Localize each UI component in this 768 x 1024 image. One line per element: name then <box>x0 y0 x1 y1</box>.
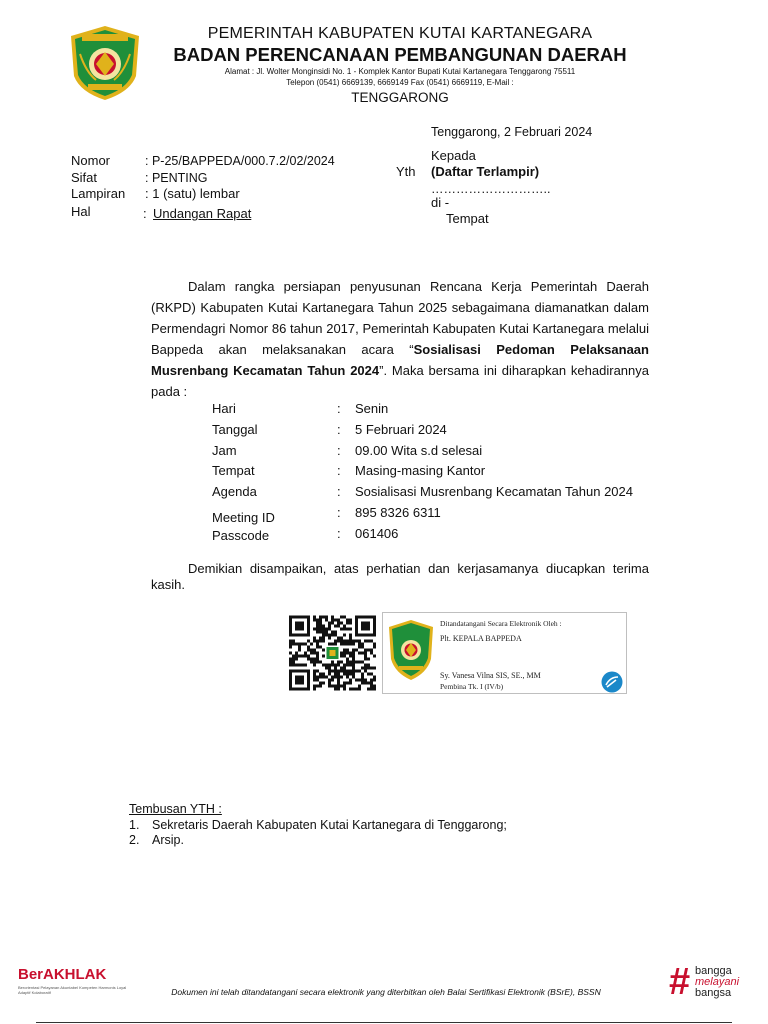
berakhlak-logo <box>18 966 128 1002</box>
detail-colon-meeting-id: : <box>337 505 341 520</box>
closing-paragraph <box>151 561 649 593</box>
footer-note: Dokumen ini telah ditandatangani secara elektronik yang diterbitkan oleh Balai Sertifikasi Elektronik (BSrE), BSSN <box>171 987 601 997</box>
detail-label-agenda: Agenda <box>212 484 257 499</box>
detail-label-passcode: Passcode <box>212 528 270 543</box>
recipient-di: di - <box>431 195 450 210</box>
detail-value-jam: 09.00 Wita s.d selesai <box>355 443 483 458</box>
detail-value-hari: Senin <box>355 401 389 416</box>
logo-word-melayani: melayani <box>695 976 740 988</box>
recipient-kepada: Kepada <box>431 148 476 163</box>
letter-date: Tenggarong, 2 Februari 2024 <box>431 125 593 139</box>
signature-title: Plt. KEPALA BAPPEDA <box>440 634 522 643</box>
detail-label-jam: Jam <box>212 443 237 458</box>
detail-label-tanggal: Tanggal <box>212 422 258 437</box>
cc-item-text: Sekretaris Daerah Kabupaten Kutai Kartanegara di Tenggarong; <box>152 818 507 832</box>
letterhead-city: TENGGARONG <box>351 90 449 105</box>
signature-rank: Pembina Tk. I (IV/b) <box>440 682 504 691</box>
meta-label-hal: Hal <box>71 204 91 219</box>
meta-value-sifat: : PENTING <box>145 171 208 185</box>
letterhead-address: Alamat : Jl. Wolter Monginsidi No. 1 - Komplek Kantor Bupati Kutai Kartanegara Tenggarong 75511 <box>224 67 576 76</box>
kutai-kartanegara-emblem <box>66 24 144 102</box>
cc-title: Tembusan YTH : <box>129 802 222 816</box>
electronic-signature-box <box>382 612 627 694</box>
detail-colon-jam: : <box>337 443 341 458</box>
body-text-start: Dalam rangka persiapan penyusunan Rencana Kerja Pemerintah Daerah (RKPD) Kabupaten Kutai Kartanegara Tahun 2025 sebagaimana diamanatkan dalam Permendagri Nomor 86 tahun 2017, Pemerintah Kabupaten Kutai Kartanegara melalui Bappeda akan melaksanakan acara “ <box>151 279 649 357</box>
letterhead <box>150 24 650 106</box>
body-paragraph <box>151 276 649 402</box>
recipient-dots: ……………………….. <box>431 182 551 196</box>
berakhlak-logo-subtitle: Berorientasi Pelayanan Akuntabel Kompeten Harmonis Loyal Adaptif Kolaboratif <box>18 985 127 995</box>
meta-value-nomor: : P-25/BAPPEDA/000.7.2/02/2024 <box>145 154 335 168</box>
detail-value-meeting-id: 895 8326 6311 <box>355 505 441 520</box>
detail-colon-passcode: : <box>337 526 341 541</box>
recipient-yth: Yth <box>396 164 416 179</box>
recipient-tempat: Tempat <box>446 211 489 226</box>
signature-heading: Ditandatangani Secara Elektronik Oleh : <box>440 619 562 628</box>
hashtag-icon: # <box>669 961 691 1003</box>
detail-value-tanggal: 5 Februari 2024 <box>355 422 447 437</box>
detail-colon-agenda: : <box>337 484 341 499</box>
signature-name: Sy. Vanesa Vilna SIS, SE., MM <box>440 671 541 680</box>
detail-label-hari: Hari <box>212 401 236 416</box>
bangga-melayani-bangsa-logo <box>669 961 753 1003</box>
closing-text: Demikian disampaikan, atas perhatian dan kerjasamanya diucapkan terima kasih. <box>151 561 649 592</box>
detail-label-meeting-id: Meeting ID <box>212 510 275 525</box>
cc-item-number: 1. <box>129 818 140 832</box>
signature-emblem-icon <box>387 619 435 681</box>
cc-item-number: 2. <box>129 833 140 847</box>
cc-item-text: Arsip. <box>152 833 184 847</box>
meta-label-sifat: Sifat <box>71 170 98 185</box>
meta-label-nomor: Nomor <box>71 153 111 168</box>
meta-label-lampiran: Lampiran <box>71 186 126 201</box>
letterhead-government: PEMERINTAH KABUPATEN KUTAI KARTANEGARA <box>207 25 593 42</box>
detail-label-tempat: Tempat <box>212 463 255 478</box>
detail-value-passcode: 061406 <box>355 526 399 541</box>
bsre-seal-icon <box>601 671 623 693</box>
letterhead-agency: BADAN PERENCANAAN PEMBANGUNAN DAERAH <box>173 44 627 65</box>
detail-colon-hari: : <box>337 401 341 416</box>
qr-code <box>289 615 376 691</box>
detail-value-tempat: Masing-masing Kantor <box>355 463 486 478</box>
logo-word-bangga: bangga <box>695 965 732 977</box>
event-title: Sosialisasi Pedoman Pelaksanaan Musrenbang Kecamatan Tahun 2024 <box>151 342 649 378</box>
footer-divider <box>36 1022 732 1023</box>
meta-value-hal: Undangan Rapat <box>153 206 252 221</box>
berakhlak-logo-text: BerAKHLAK <box>18 966 107 983</box>
detail-colon-tempat: : <box>337 463 341 478</box>
meta-value-lampiran: : 1 (satu) lembar <box>145 186 240 201</box>
body-text-end: ”. Maka bersama ini diharapkan kehadirannya pada : <box>151 363 649 399</box>
logo-word-bangsa: bangsa <box>695 987 732 999</box>
detail-value-agenda: Sosialisasi Musrenbang Kecamatan Tahun 2024 <box>355 484 633 499</box>
letterhead-phone: Telepon (0541) 6669139, 6669149 Fax (0541) 6669119, E-Mail : <box>286 78 514 87</box>
detail-colon-tanggal: : <box>337 422 341 437</box>
recipient-name: (Daftar Terlampir) <box>431 164 540 179</box>
meta-colon-hal: : <box>143 206 147 221</box>
